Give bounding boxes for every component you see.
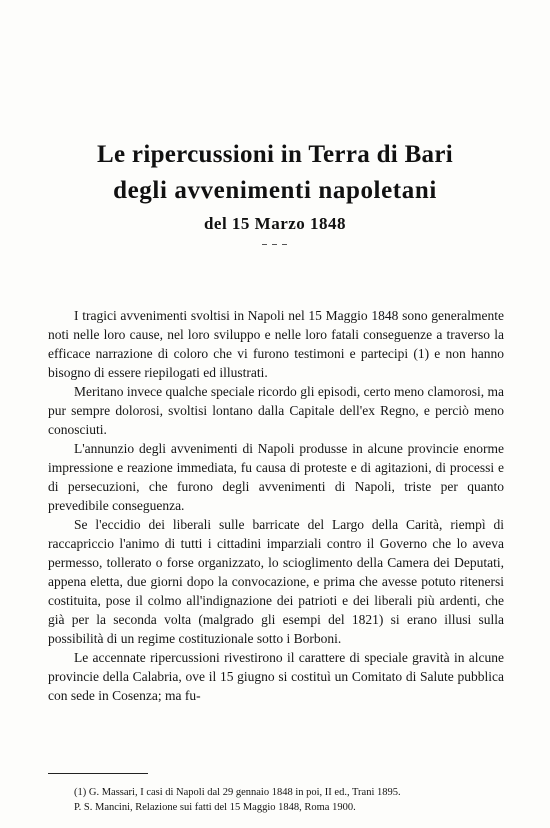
title-line-1: Le ripercussioni in Terra di Bari <box>97 141 453 168</box>
footnotes <box>48 785 504 815</box>
footnote-1: (1) G. Massari, I casi di Napoli dal 29 gennaio 1848 in poi, II ed., Trani 1895. <box>74 787 401 798</box>
paragraph-5: Le accennate ripercussioni rivestirono il carattere di speciale gravità in alcune provincie della Calabria, ove il 15 giugno si costituì un Comitato di Salute pubblica con sede in Cosenza; ma fu- <box>48 650 504 703</box>
title-line-2: degli avvenimenti napoletani <box>113 177 437 204</box>
title-date: del 15 Marzo 1848 <box>203 214 347 233</box>
footnote-2: P. S. Mancini, Relazione sui fatti del 15 Maggio 1848, Roma 1900. <box>74 802 356 813</box>
footnote-rule <box>48 773 148 774</box>
paragraph-3: L'annunzio degli avvenimenti di Napoli produsse in alcune provincie enorme impressione e reazione immediata, fu causa di proteste e di agitazioni, di processi e di persecuzioni, che furono degli avvenimenti di Napoli, triste per quanto prevedibile conseguenza. <box>48 441 504 513</box>
title-separator <box>262 244 288 248</box>
paragraph-2: Meritano invece qualche speciale ricordo gli episodi, certo meno clamorosi, ma pur sempre dolorosi, svoltisi lontano dalla Capitale dell'ex Regno, e perciò meno conosciuti. <box>48 384 504 437</box>
body-text <box>48 306 504 705</box>
paragraph-4: Se l'eccidio dei liberali sulle barricate del Largo della Carità, riempì di raccapriccio l'animo di tutti i cittadini imparziali contro il Governo che lo aveva permesso, tollerato o forse organizzato, lo scioglimento della Camera dei Deputati, appena eletta, due giorni dopo la convocazione, e prima che avesse potuto ritenersi costituita, pose il colmo all'indignazione dei patrioti e dei liberali più ardenti, che già per la seconda volta (malgrado gli esempi del 1821) si erano illusi sulla possibilità di un regime costituzionale sotto i Borboni. <box>48 517 504 646</box>
paragraph-1: I tragici avvenimenti svoltisi in Napoli nel 15 Maggio 1848 sono generalmente noti nelle loro cause, nel loro sviluppo e nelle loro fatali conseguenze a traverso la efficace narrazione di coloro che vi furono testimoni e partecipi (1) e non hanno bisogno di essere riepilogati ed illustrati. <box>48 308 504 380</box>
